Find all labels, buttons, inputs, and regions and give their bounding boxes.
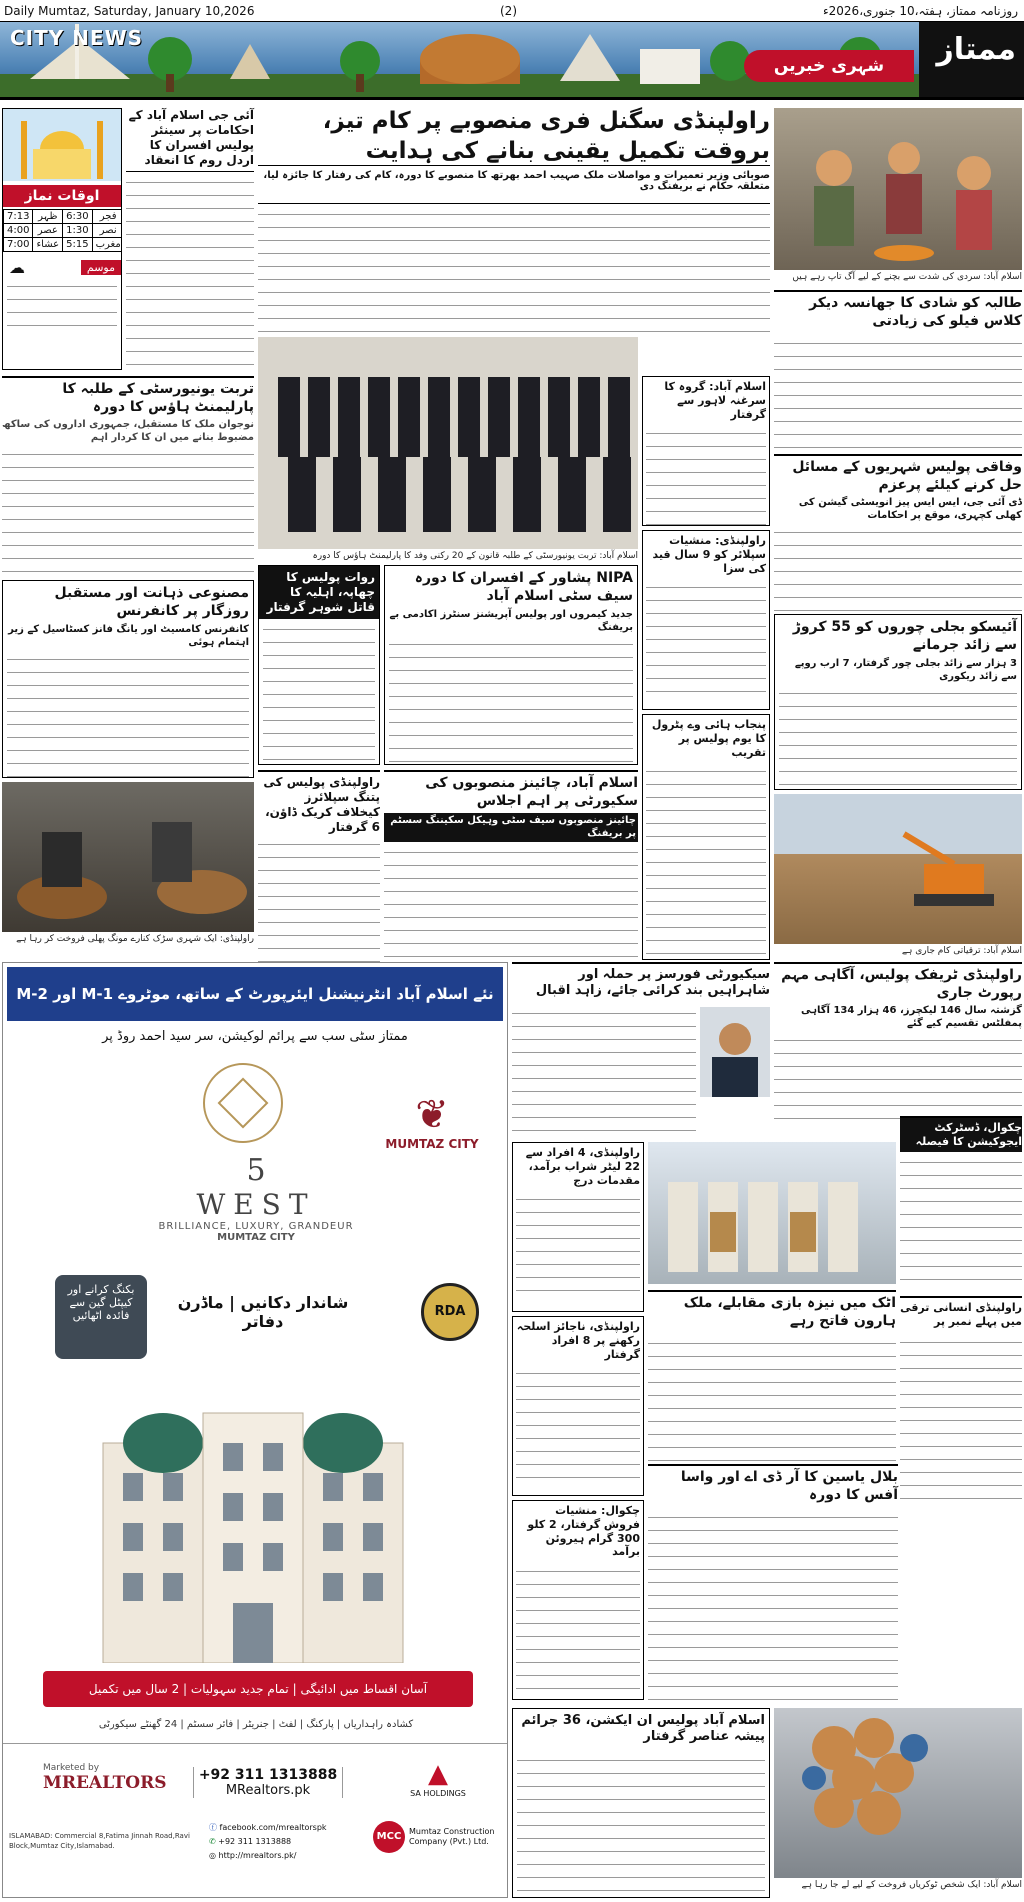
story-chakwal-heroin xyxy=(512,1500,644,1700)
story-body xyxy=(389,638,633,765)
story-body xyxy=(517,1754,765,1894)
prayer-time: 7:13 xyxy=(4,210,33,224)
story-headline: سیکیورٹی فورسز پر حملہ اور شاہراہیں بند کرائی جائے، زاہد اقبال xyxy=(535,967,770,999)
globe-icon: ◎ xyxy=(209,1851,219,1860)
story-drug-supplier-sentence xyxy=(642,530,770,710)
story-headline: روات پولیس کا چھاپہ، اہلیہ کا قاتل شوہر گرفتار xyxy=(259,566,379,619)
children-photo-graphic xyxy=(774,108,1022,270)
newspaper-logo xyxy=(919,22,1024,100)
story-body xyxy=(126,176,254,386)
story-islamabad-police-action xyxy=(512,1708,770,1898)
story-headline: چکوال، ڈسٹرکٹ ایجوکیشن کا فیصلہ xyxy=(900,1118,1022,1152)
main-headline: راولپنڈی سگنل فری منصوبے پر کام تیز، بروقت تکمیل یقینی بنانے کی ہدایت xyxy=(322,108,770,164)
story-subhead: گزشتہ سال 146 لیکچرز، 46 ہزار 134 آگاہی پمفلٹس تقسیم کیے گئے xyxy=(800,1005,1022,1029)
story-body xyxy=(516,1565,640,1700)
payment-banner: آسان اقساط میں ادائیگی | تمام جدید سہولیات | 2 سال میں تکمیل xyxy=(43,1671,473,1707)
story-headline: طالبہ کو شادی کا جھانسہ دیکر کلاس فیلو کی زیادتی xyxy=(809,295,1022,329)
building-illustration xyxy=(83,1363,423,1663)
mumtaz-city-advertisement[interactable] xyxy=(2,962,508,1898)
children-photo xyxy=(774,108,1022,270)
ad-address: ISLAMABAD: Commercial 8,Fatima Jinnah Road,Ravi Block,Mumtaz City,Islamabad. xyxy=(9,1832,190,1850)
weather-header xyxy=(3,256,121,278)
date-urdu: روزنامہ ممتاز، ہفتہ،10 جنوری،2026ء xyxy=(822,4,1018,18)
top-info-bar xyxy=(0,0,1024,22)
children-photo-caption: اسلام آباد: سردی کی شدت سے بچنے کے لیے آگ تاپ رہے ہیں xyxy=(792,272,1022,282)
web-link[interactable] xyxy=(209,1849,369,1863)
prayer-time: 6:30 xyxy=(63,210,92,224)
story-human-development xyxy=(900,1296,1022,1510)
story-body xyxy=(779,687,1017,790)
prayer-name: ظہر xyxy=(33,210,63,224)
brand-tagline: BRILLIANCE, LUXURY, GRANDEUR xyxy=(158,1221,354,1232)
city-news-label: CITY NEWS xyxy=(10,26,144,50)
group-photo xyxy=(258,337,638,549)
table-row xyxy=(4,224,123,238)
brand-west: WEST xyxy=(196,1188,316,1221)
story-subhead: کانفرنس کامسیٹ اور یانگ فانز کسٹاسیل کے زیر اہتمام ہوئی xyxy=(8,624,249,648)
features-list: کشادہ راہداریاں | پارکنگ | لفٹ | جنریٹر | فائر سسٹم | 24 گھنٹے سیکورٹی xyxy=(98,1719,414,1730)
vendor-photo-graphic xyxy=(2,782,254,932)
prayer-time: 1:30 xyxy=(63,224,92,238)
construction-photo-caption: اسلام آباد: ترقیاتی کام جاری ہے xyxy=(901,946,1022,956)
five-west-brand xyxy=(3,1153,508,1243)
mcc-logo xyxy=(373,1821,503,1853)
social-links xyxy=(209,1821,369,1863)
mrealtors-name: MREALTORS xyxy=(43,1773,167,1793)
story-body xyxy=(900,1336,1022,1506)
web-text: http://mrealtors.pk/ xyxy=(218,1851,297,1860)
rainbow-icon: ☁ xyxy=(9,257,25,277)
story-headline: اسلام آباد، چائینز منصوبوں کی سکیورٹی پر اہم اجلاس xyxy=(425,775,638,809)
story-body xyxy=(646,765,766,955)
story-chakwal-education xyxy=(900,1116,1022,1292)
story-highway-patrol xyxy=(642,714,770,960)
event-photo xyxy=(648,1142,896,1284)
story-headline: مصنوعی ذہانت اور مستقبل روزگار پر کانفرنس xyxy=(54,585,249,619)
story-subhead: نوجوان ملک کا مستقبل، جمہوری اداروں کی ساکھ مضبوط بنانے میں ان کا کردار اہم xyxy=(2,419,254,443)
ad-emblem-icon xyxy=(203,1063,283,1143)
story-body xyxy=(648,1337,896,1467)
sa-holdings-icon: ▲ xyxy=(428,1759,448,1789)
construction-photo xyxy=(774,794,1022,944)
story-gang-leader-arrest xyxy=(642,376,770,526)
facebook-text: facebook.com/mrealtorspk xyxy=(219,1823,327,1832)
section-banner: شہری خبریں xyxy=(744,50,914,82)
story-headline: اسلام آباد پولیس ان ایکشن، 36 جرائم پیشہ عناصر گرفتار xyxy=(521,1713,765,1745)
website-link[interactable]: MRealtors.pk xyxy=(225,1783,311,1798)
baskets-photo xyxy=(774,1708,1022,1878)
story-turbat-university xyxy=(2,376,254,576)
rda-approved-badge: RDA xyxy=(421,1283,479,1341)
story-attock-tent-pegging xyxy=(648,1290,896,1460)
brand-number: 5 xyxy=(246,1153,266,1188)
story-headline: بلال یاسین کا آر ڈی اے اور واسا آفس کا دورہ xyxy=(680,1469,898,1503)
event-photo-graphic xyxy=(648,1142,896,1284)
mrealtors-logo xyxy=(43,1763,167,1793)
story-body xyxy=(512,1007,696,1137)
story-headline: آئی جی اسلام آباد کے احکامات پر سینئر پولیس افسران کا اردل روم کا انعقاد xyxy=(126,108,254,172)
story-security-forces xyxy=(512,962,770,1138)
story-body xyxy=(646,427,766,526)
story-body xyxy=(516,1193,640,1303)
table-row xyxy=(4,210,123,224)
prayer-time: 4:00 xyxy=(4,224,33,238)
story-kite-crackdown xyxy=(258,770,380,960)
ad-banner: نئے اسلام آباد انٹرنیشنل ایئرپورٹ کے ساتھ، موٹروے M-1 اور M-2 کے سنگم پر xyxy=(7,967,503,1021)
mcc-name: Mumtaz Construction Company (Pvt.) Ltd. xyxy=(409,1827,495,1846)
prayer-name: مغرب xyxy=(92,238,122,252)
story-headline: راولپنڈی، 4 افراد سے 22 لیٹر شراب برآمد، مقدمات درج xyxy=(525,1146,640,1187)
baskets-photo-caption: اسلام آباد: ایک شخص ٹوکریاں فروخت کے لیے لے جا رہا ہے xyxy=(801,1880,1022,1890)
prayer-times-box xyxy=(2,108,122,370)
story-body xyxy=(774,526,1022,622)
story-body xyxy=(646,581,766,701)
mumtaz-city-label: MUMTAZ CITY xyxy=(385,1137,479,1151)
story-ai-conference xyxy=(2,580,254,778)
story-body xyxy=(516,1367,640,1487)
story-chinese-projects xyxy=(384,770,638,960)
facebook-link[interactable] xyxy=(209,1821,369,1835)
marketed-by-label: Marketed by xyxy=(43,1763,100,1773)
story-body xyxy=(7,653,249,778)
main-story-body xyxy=(258,208,770,332)
story-headline: وفاقی پولیس شہریوں کے مسائل حل کرنے کیلئے پرعزم xyxy=(792,459,1022,493)
story-headline: اسلام آباد: گروہ کا سرغنہ لاہور سے گرفتار xyxy=(664,380,766,421)
story-federal-police xyxy=(774,454,1022,610)
story-classfellow-assault xyxy=(774,290,1022,450)
whatsapp-text: +92 311 1313888 xyxy=(218,1837,292,1846)
story-body xyxy=(384,846,638,966)
story-subhead: چائینز منصوبوں سیف سٹی وہیکل سکیننگ سسٹم پر بریفنگ xyxy=(384,813,638,842)
story-traffic-police-report xyxy=(774,962,1022,1112)
story-iesco-fines xyxy=(774,614,1022,790)
story-body xyxy=(258,838,380,968)
weather-text xyxy=(7,280,117,338)
main-photo-caption: اسلام آباد: تربت یونیورسٹی کے طلبہ قانون کے 20 رکنی وفد کا پارلیمنٹ ہاؤس کا دورہ xyxy=(312,551,638,561)
person-portrait xyxy=(700,1007,770,1097)
sa-holdings-label: SA HOLDINGS xyxy=(410,1789,466,1798)
story-headline: پنجاب ہائی وے پٹرول کا یوم پولیس پر تقریب xyxy=(651,718,766,759)
mcc-icon: MCC xyxy=(373,1821,405,1853)
story-headline: راولپنڈی انسانی ترقی میں پہلے نمبر پر xyxy=(900,1301,1022,1328)
contact-block xyxy=(193,1767,343,1798)
story-headline: آئیسکو بجلی چوروں کو 55 کروڑ سے زائد جرمانے xyxy=(792,619,1017,653)
prayer-time: 7:00 xyxy=(4,238,33,252)
sa-holdings-logo xyxy=(393,1759,483,1798)
whatsapp-icon: ✆ xyxy=(209,1837,219,1846)
story-headline: راولپنڈی، ناجائز اسلحہ رکھنے پر 8 افراد گرفتار xyxy=(516,1320,640,1361)
brand-name: ممتاز xyxy=(936,32,1016,67)
story-bilal-yasin-visit xyxy=(648,1464,898,1704)
prayer-name: عشاء xyxy=(33,238,63,252)
story-subhead: جدید کیمروں اور پولیس آپریشنز سنٹرز اکادمی بے بریفنگ xyxy=(389,609,633,633)
story-liquor-recovery xyxy=(512,1142,644,1312)
table-row xyxy=(4,238,123,252)
story-nipa-safe-city xyxy=(384,565,638,765)
group-photo-graphic xyxy=(258,337,638,549)
phone-number[interactable]: +92 311 1313888 xyxy=(198,1767,338,1783)
story-headline: NIPA پشاور کے افسران کا دورہ سیف سٹی اسلام آباد xyxy=(414,570,633,604)
prayer-title: اوقات نماز xyxy=(3,185,121,207)
prayer-name: عصر xyxy=(33,224,63,238)
booking-offer: بکنگ کرانے اور کیپٹل گین سے فائدہ اٹھائیں xyxy=(55,1275,147,1359)
prayer-name: نصر xyxy=(92,224,122,238)
story-headline: راولپنڈی: منشیات سپلائر کو 9 سال قید کی سزا xyxy=(652,534,766,575)
page-number: (2) xyxy=(500,4,517,18)
story-illegal-arms xyxy=(512,1316,644,1496)
facebook-icon: ⓕ xyxy=(209,1823,220,1832)
prayer-table xyxy=(3,209,122,252)
story-body xyxy=(2,448,254,586)
prayer-time: 5:15 xyxy=(63,238,92,252)
masthead xyxy=(0,22,1024,100)
prayer-name: فجر xyxy=(92,210,122,224)
story-headline: اٹک میں نیزہ بازی مقابلے، ملک ہارون فاتح رہے xyxy=(683,1295,896,1329)
story-ardal-room xyxy=(126,108,254,370)
story-body xyxy=(648,1511,898,1701)
mumtaz-city-logo xyxy=(377,1093,487,1151)
ad-location: ممتاز سٹی سب سے پرائم لوکیشن، سر سید احمد روڈ پر xyxy=(102,1029,408,1044)
main-headline-block xyxy=(258,106,770,166)
main-subhead: صوبائی وزیر تعمیرات و مواصلات ملک صہیب احمد بھرتھ کا منصوبے کا دورہ، کام کی رفتار کا جائزہ لیا، متعلقہ حکام نے بریفنگ دی xyxy=(258,170,770,204)
weather-title: موسم xyxy=(81,260,121,275)
excavator-graphic xyxy=(774,794,1022,944)
story-headline: تربت یونیورسٹی کے طلبہ کا پارلیمنٹ ہاؤس کا دورہ xyxy=(62,381,254,415)
mumtaz-city-logo-icon: ❦ xyxy=(415,1092,449,1138)
whatsapp-link[interactable] xyxy=(209,1835,369,1849)
story-headline: راولپنڈی پولیس کی پتنگ سپلائرز کیخلاف کریک ڈاؤن، 6 گرفتار xyxy=(263,775,380,834)
story-subhead: ڈی آئی جی، ایس ایس پیز انویسٹی گیشن کی کھلی کچہری، موقع پر احکامات xyxy=(798,497,1022,521)
story-rawat-police xyxy=(258,565,380,765)
portrait-graphic xyxy=(700,1007,770,1097)
story-body xyxy=(263,623,375,763)
mosque-icon xyxy=(3,109,121,181)
story-body xyxy=(900,1156,1022,1286)
date-english: Daily Mumtaz, Saturday, January 10,2026 xyxy=(4,4,255,18)
shops-offices: شاندار دکانیں | ماڈرن دفاتر xyxy=(177,1293,349,1331)
vendor-photo-caption: راولپنڈی: ایک شہری سڑک کنارے مونگ پھلی فروخت کر رہا ہے xyxy=(16,934,254,944)
vendor-photo xyxy=(2,782,254,932)
baskets-graphic xyxy=(774,1708,1022,1878)
story-headline: چکوال: منشیات فروش گرفتار، 2 کلو 300 گرام ہیروئن برآمد xyxy=(527,1504,640,1559)
brand-tagline-2: MUMTAZ CITY xyxy=(217,1232,295,1243)
story-headline: راولپنڈی ٹریفک پولیس، آگاہی مہم رپورٹ جاری xyxy=(781,967,1022,1001)
story-subhead: 3 ہزار سے زائد بجلی چور گرفتار، 7 ارب روپے سے زائد ریکوری xyxy=(794,658,1017,682)
story-body xyxy=(774,337,1022,455)
